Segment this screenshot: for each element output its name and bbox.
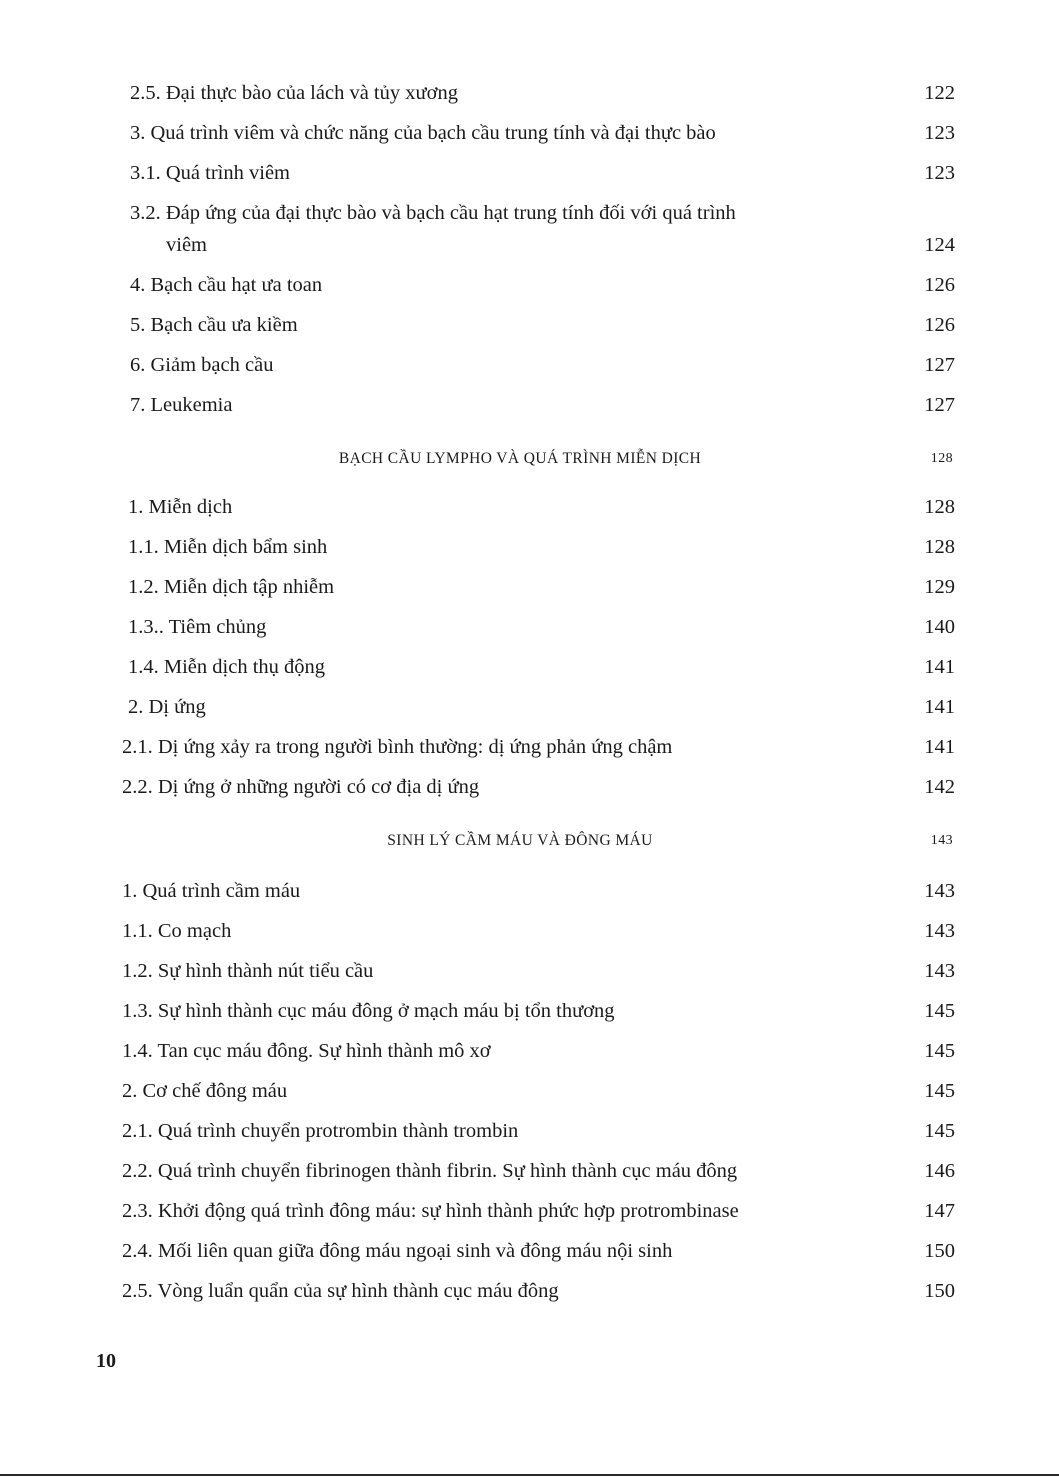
toc-entry-page: 143 [924,920,955,942]
toc-entry-text: 1.2. Miễn dịch tập nhiễm [128,576,335,598]
toc-entry [0,1234,1059,1268]
toc-entry-text: 2.2. Quá trình chuyển fibrinogen thành fibrin. Sự hình thành cục máu đông [122,1160,738,1182]
toc-entry-page: 128 [924,496,955,518]
toc-entry-text: 2.2. Dị ứng ở những người có cơ địa dị ứng [122,776,480,798]
toc-entry-page: 150 [924,1280,955,1302]
toc-entry-text: 1.1. Miễn dịch bẩm sinh [128,536,328,558]
toc-entry-page: 145 [924,1040,955,1062]
toc-entry-page: 141 [924,656,955,678]
section-heading [0,444,1059,474]
toc-entry-text: 1.4. Tan cục máu đông. Sự hình thành mô xơ [122,1040,491,1062]
toc-entry [0,1074,1059,1108]
toc-entry-page: 123 [924,162,955,184]
toc-entry [0,1154,1059,1188]
toc-entry [0,308,1059,342]
toc-entry-text: 1.2. Sự hình thành nút tiểu cầu [122,960,374,982]
toc-entry-text: 5. Bạch cầu ưa kiềm [130,314,298,336]
toc-entry [0,348,1059,382]
toc-entry-text: 4. Bạch cầu hạt ưa toan [130,274,323,296]
toc-entry [0,570,1059,604]
toc-entry-text: 2.3. Khởi động quá trình đông máu: sự hình thành phức hợp protrombinase [122,1200,739,1222]
toc-entry [0,268,1059,302]
toc-entry-page: 141 [924,736,955,758]
toc-entry-page: 127 [924,394,955,416]
section-title: BẠCH CẦU LYMPHO VÀ QUÁ TRÌNH MIỄN DỊCH [338,450,702,467]
toc-entry-page: 141 [924,696,955,718]
toc-entry-text: 2.5. Đại thực bào của lách và tủy xương [130,82,458,104]
toc-entry-page: 127 [924,354,955,376]
toc-entry-page: 150 [924,1240,955,1262]
section-page: 143 [930,833,953,848]
toc-entry [0,730,1059,764]
toc-entry-page: 129 [924,576,955,598]
toc-entry-text: 1.3. Sự hình thành cục máu đông ở mạch máu bị tổn thương [122,1000,615,1022]
toc-entry-text: 2.1. Quá trình chuyển protrombin thành trombin [122,1120,519,1142]
toc-entry-text: 6. Giảm bạch cầu [130,354,274,376]
toc-entry-text-continued: viêm [166,234,207,256]
toc-entry [0,954,1059,988]
toc-entry-page: 145 [924,1000,955,1022]
page-number: 10 [96,1350,116,1372]
toc-entry [0,1114,1059,1148]
toc-entry [0,530,1059,564]
bottom-rule [0,1474,1059,1476]
toc-entry-page: 145 [924,1120,955,1142]
toc-entry-page: 124 [924,234,955,256]
toc-entry [0,690,1059,724]
toc-entry [0,1034,1059,1068]
toc-entry [0,1274,1059,1308]
toc-entry [0,76,1059,110]
toc-entry-text: 2.1. Dị ứng xảy ra trong người bình thường: dị ứng phản ứng chậm [122,736,673,758]
toc-entry [0,994,1059,1028]
toc-entry [0,770,1059,804]
toc-entry-page: 143 [924,960,955,982]
toc-entry-page: 147 [924,1200,955,1222]
toc-entry-page: 126 [924,274,955,296]
toc-entry-text: 2.5. Vòng luẩn quẩn của sự hình thành cục máu đông [122,1280,559,1302]
section-page: 128 [930,451,953,466]
toc-entry-page: 126 [924,314,955,336]
toc-entry-page: 142 [924,776,955,798]
toc-entry-text: 3.2. Đáp ứng của đại thực bào và bạch cầu hạt trung tính đối với quá trình [130,202,736,224]
toc-entry [0,874,1059,908]
toc-entry [0,196,1059,262]
toc-entry-text: 2. Dị ứng [128,696,206,718]
toc-entry [0,116,1059,150]
toc-entry-page: 145 [924,1080,955,1102]
toc-entry-text: 7. Leukemia [130,394,233,416]
toc-entry-text: 1.4. Miễn dịch thụ động [128,656,326,678]
section-title: SINH LÝ CẦM MÁU VÀ ĐÔNG MÁU [387,832,653,849]
toc-entry [0,1194,1059,1228]
toc-entry [0,490,1059,524]
toc-entry [0,650,1059,684]
toc-entry [0,914,1059,948]
toc-entry [0,156,1059,190]
toc-entry-text: 1. Miễn dịch [128,496,233,518]
section-heading [0,826,1059,856]
toc-entry-page: 143 [924,880,955,902]
toc-entry [0,610,1059,644]
toc-entry-text: 3.1. Quá trình viêm [130,162,290,184]
toc-entry-text: 1.3.. Tiêm chủng [128,616,267,638]
toc-entry-page: 122 [924,82,955,104]
toc-entry-page: 123 [924,122,955,144]
toc-entry-page: 146 [924,1160,955,1182]
toc-entry-page: 128 [924,536,955,558]
toc-entry-page: 140 [924,616,955,638]
toc-entry-text: 1.1. Co mạch [122,920,232,942]
toc-entry-text: 2. Cơ chế đông máu [122,1080,288,1102]
toc-entry-text: 3. Quá trình viêm và chức năng của bạch cầu trung tính và đại thực bào [130,122,716,144]
toc-entry [0,388,1059,422]
toc-entry-text: 2.4. Mối liên quan giữa đông máu ngoại sinh và đông máu nội sinh [122,1240,673,1262]
toc-entry-text: 1. Quá trình cầm máu [122,880,301,902]
